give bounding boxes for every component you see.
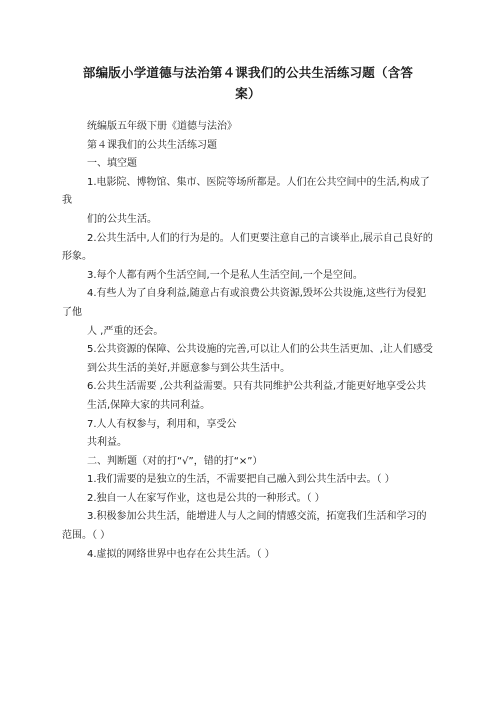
question-item: 2.公共生活中,人们的行为是的。人们更要注意自己的言谈举止,展示自己良好的形象。 [62, 232, 433, 263]
question-item: 4.虚拟的网络世界中也存在公共生活。（ ） [87, 548, 275, 560]
document-title [62, 62, 434, 104]
question-item: 1.电影院、博物馆、集市、医院等场所都是。人们在公共空间中的生活,构成了我 [62, 176, 430, 207]
paragraph: 统编版五年级下册《道德与法治》 [87, 121, 237, 132]
question-continuation: 们的公共生活。 [87, 213, 157, 225]
title-line-1: 部编版小学道德与法治第４课我们的公共生活练习题（含答 [82, 65, 414, 80]
question-continuation: 到公共生活的美好,并愿意参与到公共生活中。 [87, 362, 291, 374]
document-body [62, 118, 434, 564]
question-item: 1.我们需要的是独立的生活，不需要把自己融入到公共生活中去。（ ） [87, 474, 395, 486]
question-item: 3.积极参加公共生活，能增进人与人之间的情感交流，拓宽我们生活和学习的范围。（ ） [62, 511, 427, 542]
question-continuation: 共利益。 [87, 437, 127, 449]
question-continuation: 生活,保障大家的共同利益。 [87, 399, 211, 411]
question-item: 7.人人有权参与，利用和，享受公 [87, 418, 237, 430]
question-item: 5.公共资源的保障、公共设施的完善,可以让人们的公共生活更加、,让人们感受 [87, 344, 433, 356]
paragraph: 第４课我们的公共生活练习题 [87, 139, 217, 151]
question-item: 4.有些人为了自身利益,随意占有或浪费公共资源,毁坏公共设施,这些行为侵犯了他 [62, 288, 427, 318]
question-item: 3.每个人都有两个生活空间,一个是私人生活空间,一个是空间。 [87, 269, 363, 281]
section-heading: 一、填空题 [87, 158, 137, 170]
title-line-2: 案） [235, 86, 261, 101]
section-heading: 二、判断题（对的打“√”，错的打“×”） [87, 455, 263, 467]
question-continuation: 人 ,严重的还会。 [87, 325, 164, 337]
question-item: 2.独自一人在家写作业，这也是公共的一种形式。（ ） [87, 492, 325, 504]
question-item: 6.公共生活需要 ,公共利益需要。只有共同维护公共利益,才能更好地享受公共 [87, 381, 427, 393]
